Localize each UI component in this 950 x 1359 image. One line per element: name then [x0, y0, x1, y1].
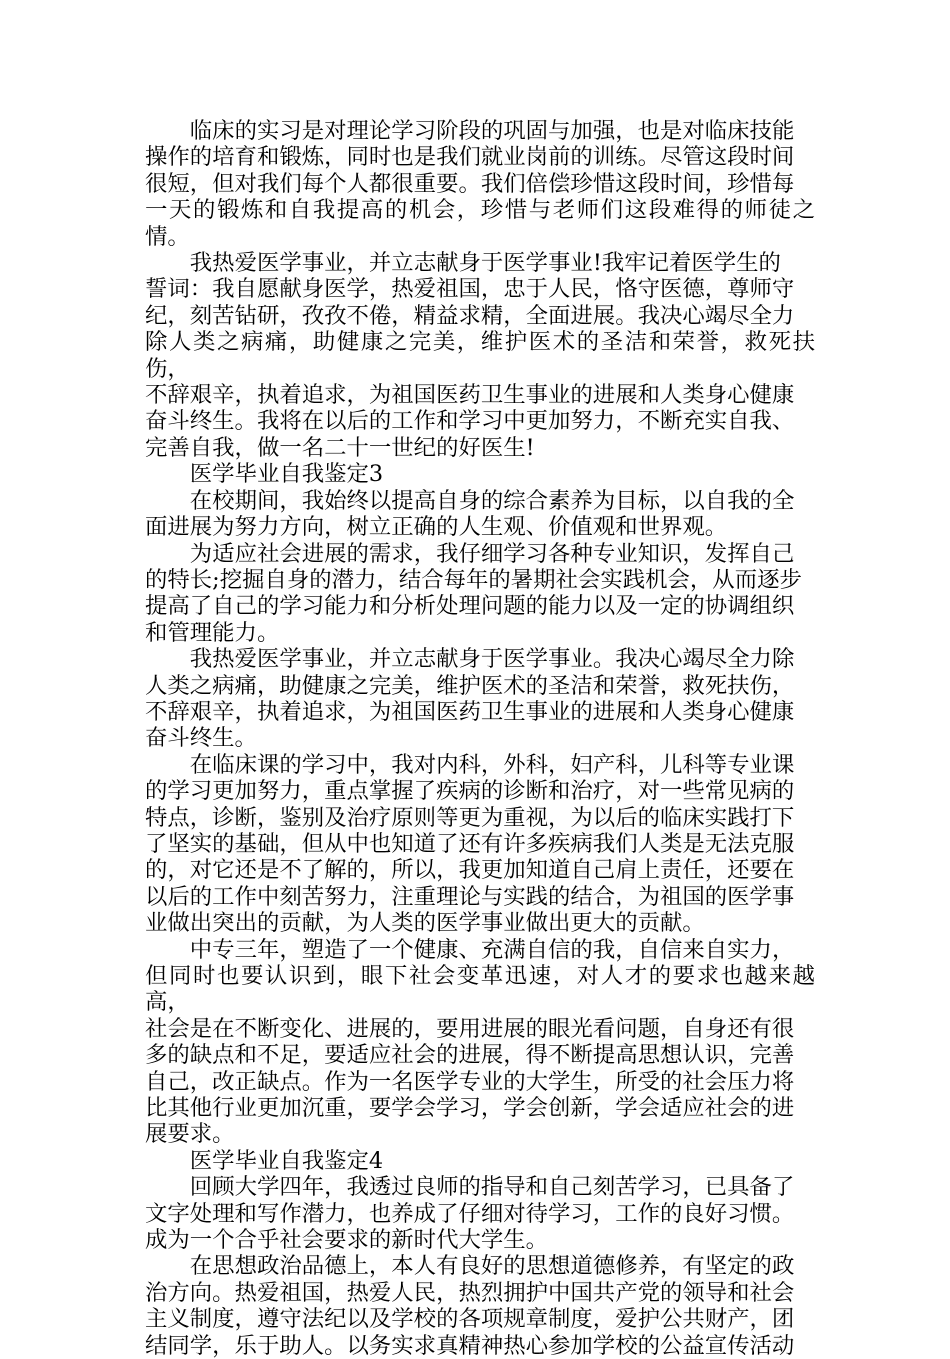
- document-body: [145, 118, 815, 1359]
- paragraph-clinical-courses: 在临床课的学习中，我对内科，外科，妇产科，儿科等专业课 的学习更加努力，重点掌握了疾病的诊断和治疗，对一些常见病的 特点，诊断，鉴别及治疗原则等更为重视，为以后的临床实践打下 了坚实的基础，但从中也知道了还有许多疾病我们人类是无法克服 的，对它还是不了解的，所以，我更加知道自己肩上责任，还要在 以后的工作中刻苦努力，注重理论与实践的结合，为祖国的医学事 业做出突出的贡献，为人类的医学事业做出更大的贡献。: [145, 751, 795, 937]
- paragraph-political-morality: 在思想政治品德上，本人有良好的思想道德修养，有坚定的政 治方向。热爱祖国，热爱人民，热烈拥护中国共产党的领导和社会 主义制度，遵守法纪以及学校的各项规章制度，爱护公共财产，团 结同学，乐于助人。以务实求真精神热心参加学校的公益宣传活动: [145, 1253, 795, 1359]
- paragraph-love-medicine: 我热爱医学事业，并立志献身于医学事业。我决心竭尽全力除 人类之病痛，助健康之完美，维护医术的圣洁和荣誉，救死扶伤， 不辞艰辛，执着追求，为祖国医药卫生事业的进展和人类身心健康 奋斗终生。: [145, 646, 795, 752]
- paragraph-three-years: 中专三年，塑造了一个健康、充满自信的我，自信来自实力， 但同时也要认识到，眼下社会变革迅速，对人才的要求也越来越高， 社会是在不断变化、进展的，要用进展的眼光看问题，自身还有很 多的缺点和不足，要适应社会的进展，得不断提高思想认识，完善 自己，改正缺点。作为一名医学专业的大学生，所受的社会压力将 比其他行业更加沉重，要学会学习，学会创新，学会适应社会的进 展要求。: [145, 936, 815, 1148]
- paragraph-four-years: 回顾大学四年，我透过良师的指导和自己刻苦学习，已具备了 文字处理和写作潜力，也养成了仔细对待学习，工作的良好习惯。 成为一个合乎社会要求的新时代大学生。: [145, 1174, 795, 1254]
- paragraph-school-period: 在校期间，我始终以提高自身的综合素养为目标，以自我的全 面进展为努力方向，树立正确的人生观、价值观和世界观。: [145, 487, 795, 541]
- paragraph-internship: 临床的实习是对理论学习阶段的巩固与加强，也是对临床技能 操作的培育和锻炼，同时也是我们就业岗前的训练。尽管这段时间 很短，但对我们每个人都很重要。我们倍偿珍惜这段时间，珍惜每 一天的锻炼和自我提高的机会，珍惜与老师们这段难得的师徒之情。: [145, 118, 815, 250]
- section-heading-4: 医学毕业自我鉴定4: [189, 1147, 384, 1174]
- paragraph-devotion: 我热爱医学事业，并立志献身于医学事业!我牢记着医学生的 誓词：我自愿献身医学，热爱祖国，忠于人民，恪守医德，尊师守 纪，刻苦钻研，孜孜不倦，精益求精，全面进展。我决心竭尽全力 除人类之病痛，助健康之完美，维护医术的圣洁和荣誉，救死扶伤， 不辞艰辛，执着追求，为祖国医药卫生事业的进展和人类身心健康 奋斗终生。我将在以后的工作和学习中更加努力，不断充实自我、 完善自我，做一名二十一世纪的好医生!: [145, 250, 815, 461]
- section-heading-3: 医学毕业自我鉴定3: [189, 461, 384, 488]
- paragraph-adapt-society: 为适应社会进展的需求，我仔细学习各种专业知识，发挥自己 的特长;挖掘自身的潜力，结合每年的暑期社会实践机会，从而逐步 提高了自己的学习能力和分析处理问题的能力以及一定的协调组织 和管理能力。: [145, 540, 802, 646]
